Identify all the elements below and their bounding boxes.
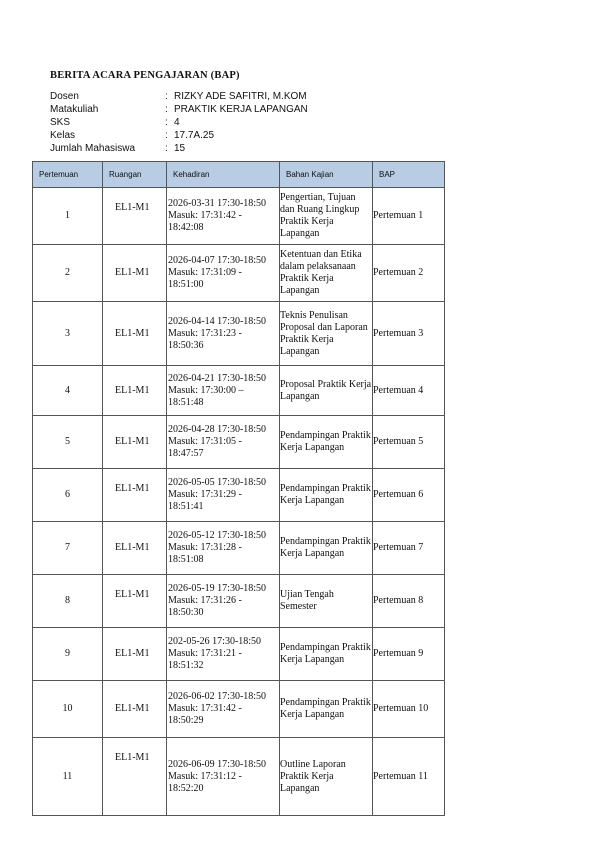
column-header: Kehadiran [167,162,280,188]
attendance: 2026-06-09 17:30-18:50 Masuk: 17:31:12 - 18:52:20 [167,738,280,816]
table-row [33,628,445,681]
study-material: Proposal Praktik Kerja Lapangan [280,366,373,416]
bap-label: Pertemuan 4 [373,366,445,416]
attendance: 2026-05-05 17:30-18:50 Masuk: 17:31:29 - 18:51:41 [167,469,280,522]
bap-label: Pertemuan 6 [373,469,445,522]
table-row [33,575,445,628]
room: EL1-M1 [103,681,167,738]
info-value: PRAKTIK KERJA LAPANGAN [174,104,308,115]
room: EL1-M1 [103,245,167,302]
room: EL1-M1 [103,302,167,366]
study-material: Pendampingan Praktik Kerja Lapangan [280,522,373,575]
room: EL1-M1 [103,366,167,416]
info-separator: : [165,91,168,102]
info-separator: : [165,143,168,154]
room: EL1-M1 [103,188,167,245]
info-value: 4 [174,117,180,128]
room: EL1-M1 [103,575,167,628]
table-row [33,522,445,575]
info-label: SKS [50,117,71,128]
study-material: Ujian Tengah Semester [280,575,373,628]
meeting-number: 5 [33,416,103,469]
attendance: 2026-05-19 17:30-18:50 Masuk: 17:31:26 - 18:50:30 [167,575,280,628]
meeting-number: 8 [33,575,103,628]
info-separator: : [165,117,168,128]
study-material: Pengertian, Tujuan dan Ruang Lingkup Praktik Kerja Lapangan [280,188,373,245]
meeting-number: 11 [33,738,103,816]
info-label: Dosen [50,91,79,102]
study-material: Pendampingan Praktik Kerja Lapangan [280,469,373,522]
info-separator: : [165,104,168,115]
table-row [33,681,445,738]
study-material: Pendampingan Praktik Kerja Lapangan [280,628,373,681]
study-material: Pendampingan Praktik Kerja Lapangan [280,416,373,469]
attendance: 2026-03-31 17:30-18:50 Masuk: 17:31:42 - 18:42:08 [167,188,280,245]
attendance: 2026-06-02 17:30-18:50 Masuk: 17:31:42 - 18:50:29 [167,681,280,738]
column-header: BAP [373,162,445,188]
bap-label: Pertemuan 9 [373,628,445,681]
meeting-number: 4 [33,366,103,416]
meeting-number: 10 [33,681,103,738]
info-separator: : [165,130,168,141]
column-header: Bahan Kajian [280,162,373,188]
study-material: Teknis Penulisan Proposal dan Laporan Praktik Kerja Lapangan [280,302,373,366]
info-label: Kelas [50,130,76,141]
attendance: 202-05-26 17:30-18:50 Masuk: 17:31:21 - 18:51:32 [167,628,280,681]
meeting-number: 2 [33,245,103,302]
info-label: Jumlah Mahasiswa [50,143,136,154]
table-row [33,188,445,245]
bap-label: Pertemuan 10 [373,681,445,738]
bap-label: Pertemuan 3 [373,302,445,366]
info-value: 17.7A.25 [174,130,215,141]
room: EL1-M1 [103,469,167,522]
attendance: 2026-04-07 17:30-18:50 Masuk: 17:31:09 - 18:51:00 [167,245,280,302]
bap-label: Pertemuan 2 [373,245,445,302]
room: EL1-M1 [103,738,167,816]
table-row [33,469,445,522]
info-label: Matakuliah [50,104,99,115]
room: EL1-M1 [103,416,167,469]
room: EL1-M1 [103,522,167,575]
meeting-number: 6 [33,469,103,522]
attendance: 2026-04-28 17:30-18:50 Masuk: 17:31:05 - 18:47:57 [167,416,280,469]
meeting-number: 1 [33,188,103,245]
table-row [33,302,445,366]
meeting-number: 3 [33,302,103,366]
table-row [33,416,445,469]
bap-label: Pertemuan 7 [373,522,445,575]
study-material: Pendampingan Praktik Kerja Lapangan [280,681,373,738]
attendance: 2026-05-12 17:30-18:50 Masuk: 17:31:28 - 18:51:08 [167,522,280,575]
table-row [33,738,445,816]
bap-label: Pertemuan 11 [373,738,445,816]
table-header-row [33,162,445,188]
meeting-number: 9 [33,628,103,681]
attendance: 2026-04-14 17:30-18:50 Masuk: 17:31:23 - 18:50:36 [167,302,280,366]
bap-label: Pertemuan 5 [373,416,445,469]
study-material: Ketentuan dan Etika dalam pelaksanaan Praktik Kerja Lapangan [280,245,373,302]
column-header: Pertemuan [33,162,103,188]
info-value: RIZKY ADE SAFITRI, M.KOM [174,91,307,102]
meeting-number: 7 [33,522,103,575]
table-row [33,245,445,302]
attendance-table [32,161,445,816]
document-title: BERITA ACARA PENGAJARAN (BAP) [50,70,240,81]
attendance: 2026-04-21 17:30-18:50 Masuk: 17:30:00 – 18:51:48 [167,366,280,416]
column-header: Ruangan [103,162,167,188]
bap-label: Pertemuan 1 [373,188,445,245]
room: EL1-M1 [103,628,167,681]
table-row [33,366,445,416]
info-value: 15 [174,143,186,154]
bap-label: Pertemuan 8 [373,575,445,628]
study-material: Outline Laporan Praktik Kerja Lapangan [280,738,373,816]
